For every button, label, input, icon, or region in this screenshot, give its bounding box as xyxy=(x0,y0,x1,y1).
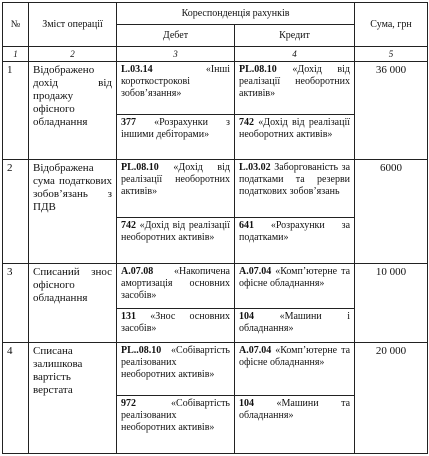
account-code: L.03.02 xyxy=(239,162,271,174)
account-code: A.07.08 xyxy=(121,265,154,277)
account-name: «Дохід від реалізації необоротних активів» xyxy=(121,162,230,198)
amount: 10 000 xyxy=(355,263,428,342)
operation-description: Відображено дохід від продажу офісного обладнання xyxy=(29,62,117,160)
table-row xyxy=(3,342,428,396)
account-code: A.07.04 xyxy=(239,344,272,356)
debit-entry xyxy=(117,263,235,309)
credit-entry xyxy=(235,217,355,263)
amount: 20 000 xyxy=(355,342,428,453)
row-number: 1 xyxy=(3,62,29,160)
operation-description: Списана залишкова вартість верстата xyxy=(29,342,117,453)
debit-entry xyxy=(117,160,235,218)
account-name: «Машини і обладнання» xyxy=(239,311,351,335)
account-code: 131 xyxy=(121,311,136,323)
debit-entry xyxy=(117,114,235,160)
account-code: 742 xyxy=(121,219,136,231)
account-code: PL..08.10 xyxy=(121,344,162,356)
account-name: «Комп’ютерне та офісне обладнання» xyxy=(239,344,351,368)
account-name: Заборгованість за податками та резерви податкових зобов’язань xyxy=(239,162,351,198)
debit-entry xyxy=(117,62,235,115)
account-name: «Дохід від реалізації необоротних активів» xyxy=(239,116,351,140)
account-name: «Дохід від реалізації необоротних активів» xyxy=(121,219,230,243)
header-debit: Дебет xyxy=(117,25,235,47)
credit-entry xyxy=(235,396,355,454)
account-code: 972 xyxy=(121,398,136,410)
table-row xyxy=(3,62,428,115)
debit-entry xyxy=(117,309,235,342)
credit-entry xyxy=(235,160,355,218)
credit-entry xyxy=(235,114,355,160)
row-number: 4 xyxy=(3,342,29,453)
account-name: «Собівартість реалізованих необоротних активів» xyxy=(121,344,230,380)
debit-entry xyxy=(117,396,235,454)
credit-entry xyxy=(235,62,355,115)
account-name: «Розрахунки з іншими дебіторами» xyxy=(121,116,230,140)
account-code: 377 xyxy=(121,116,136,128)
account-code: 104 xyxy=(239,398,254,410)
account-code: 742 xyxy=(239,116,254,128)
operation-description: Відображена сума податкових зобов’язань з ПДВ xyxy=(29,160,117,263)
account-name: «Знос основних засобів» xyxy=(121,311,230,335)
account-name: «Інші короткострокові зобов’язання» xyxy=(121,64,230,99)
column-number-5: 5 xyxy=(355,47,428,62)
account-name: «Машини та обладнання» xyxy=(239,398,351,422)
header-number: № xyxy=(3,3,29,47)
account-name: «Розрахунки за податками» xyxy=(239,219,351,243)
account-code: PL.08.10 xyxy=(121,162,159,174)
header-sum: Сума, грн xyxy=(355,3,428,47)
account-code: L.03.14 xyxy=(121,64,153,75)
credit-entry xyxy=(235,263,355,309)
column-number-2: 2 xyxy=(29,47,117,62)
amount: 6000 xyxy=(355,160,428,263)
table-row xyxy=(3,263,428,309)
account-name: «Комп’ютерне та офісне обладнання» xyxy=(239,265,351,289)
column-number-1: 1 xyxy=(3,47,29,62)
account-code: PL.08.10 xyxy=(239,64,277,75)
account-code: 104 xyxy=(239,311,254,323)
header-correspondence: Кореспонденція рахунків xyxy=(117,3,355,25)
debit-entry xyxy=(117,217,235,263)
amount: 36 000 xyxy=(355,62,428,160)
account-code: A.07.04 xyxy=(239,265,272,277)
operation-description: Списаний знос офісного обладнання xyxy=(29,263,117,342)
account-name: «Дохід від реалізації необоротних активів» xyxy=(239,64,351,99)
debit-entry xyxy=(117,342,235,396)
column-number-3: 3 xyxy=(117,47,235,62)
row-number: 2 xyxy=(3,160,29,263)
ledger-table xyxy=(2,2,428,454)
account-name: «Собівартість реалізованих необоротних активів» xyxy=(121,398,230,434)
account-code: 641 xyxy=(239,219,254,231)
credit-entry xyxy=(235,342,355,396)
account-name: «Накопичена амортизація основних засобів» xyxy=(121,265,230,301)
header-operation: Зміст операції xyxy=(29,3,117,47)
table-row xyxy=(3,160,428,218)
credit-entry xyxy=(235,309,355,342)
row-number: 3 xyxy=(3,263,29,342)
column-number-4: 4 xyxy=(235,47,355,62)
header-credit: Кредит xyxy=(235,25,355,47)
